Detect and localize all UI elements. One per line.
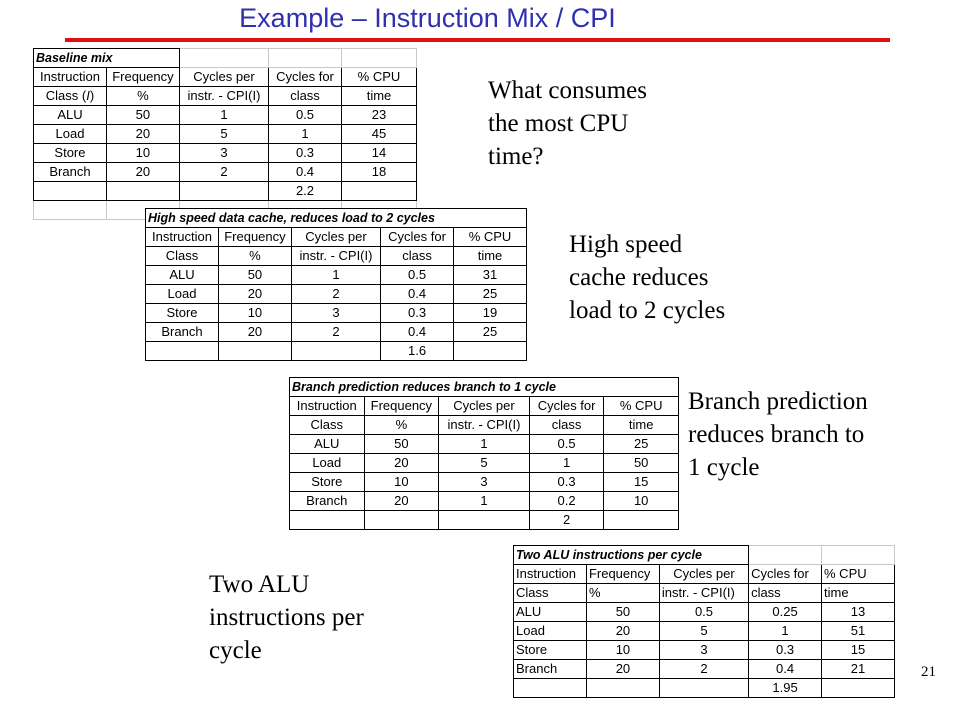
table-cell: 15 [604, 473, 679, 492]
table-cell: ALU [34, 106, 107, 125]
table-cell: 5 [179, 125, 268, 144]
header-cell: Class [290, 416, 365, 435]
header-cell: % [586, 584, 659, 603]
header-cell: % CPU [604, 397, 679, 416]
table-row [146, 304, 527, 323]
table-cell: 10 [364, 473, 439, 492]
table-cell: 2 [291, 323, 380, 342]
header-cell: instr. - CPI(I) [659, 584, 748, 603]
branch-prediction-table [289, 377, 679, 530]
header-cell: instr. - CPI(I) [179, 87, 268, 106]
header-cell: Instruction [290, 397, 365, 416]
header-cell: Instruction [514, 565, 587, 584]
table-cell: 0.5 [659, 603, 748, 622]
header-cell: class [381, 247, 454, 266]
table-cell: 51 [822, 622, 895, 641]
header-cell: Class (I) [34, 87, 107, 106]
table-cell: 19 [454, 304, 527, 323]
table-cell: 20 [364, 492, 439, 511]
header-cell: Cycles per [439, 397, 530, 416]
header-cell: % [364, 416, 439, 435]
table-cell: 0.4 [381, 323, 454, 342]
table-caption: Two ALU instructions per cycle [514, 546, 749, 565]
table-cell: 20 [586, 622, 659, 641]
table-row [514, 603, 895, 622]
table-cell: 0.5 [529, 435, 604, 454]
table-cell: ALU [290, 435, 365, 454]
header-cell: time [604, 416, 679, 435]
table-cell: 3 [439, 473, 530, 492]
title-underline [65, 38, 890, 42]
header-cell: Frequency [364, 397, 439, 416]
table-cell: ALU [146, 266, 219, 285]
table-cell: 1 [291, 266, 380, 285]
header-cell: Cycles for [529, 397, 604, 416]
header-cell: Cycles for [749, 565, 822, 584]
header-cell: time [454, 247, 527, 266]
header-cell: Instruction [146, 228, 219, 247]
table-cell: Branch [290, 492, 365, 511]
table-header-row [146, 247, 527, 266]
table-total-row [514, 679, 895, 698]
table-total-row [146, 342, 527, 361]
table-cell: 2 [291, 285, 380, 304]
table-cell: Store [34, 144, 107, 163]
header-cell: Cycles per [659, 565, 748, 584]
table-cell: 1 [179, 106, 268, 125]
header-cell: Frequency [106, 68, 179, 87]
table-cell: 21 [822, 660, 895, 679]
table-cell: 10 [586, 641, 659, 660]
table-row [34, 163, 417, 182]
table-caption: Baseline mix [34, 49, 180, 68]
table-cell: 50 [586, 603, 659, 622]
table-cell: Store [514, 641, 587, 660]
table-header-row [34, 87, 417, 106]
table-row [146, 323, 527, 342]
table-row [34, 144, 417, 163]
header-cell: Class [514, 584, 587, 603]
header-cell: Cycles for [381, 228, 454, 247]
table-cell: 0.3 [529, 473, 604, 492]
table-cell: 2 [179, 163, 268, 182]
table-cell: 25 [604, 435, 679, 454]
header-cell: class [749, 584, 822, 603]
table-cell: 3 [659, 641, 748, 660]
header-cell: Cycles per [179, 68, 268, 87]
table-cell: 1 [529, 454, 604, 473]
header-cell: % CPU [822, 565, 895, 584]
table-cell: 1 [269, 125, 342, 144]
header-cell: time [341, 87, 416, 106]
header-cell: Class [146, 247, 219, 266]
table-cell: 25 [454, 285, 527, 304]
cpi-total: 1.95 [749, 679, 822, 698]
table-cell: Store [290, 473, 365, 492]
table-cell: 0.3 [269, 144, 342, 163]
table-row [34, 125, 417, 144]
table-cell: 5 [439, 454, 530, 473]
table-row [146, 266, 527, 285]
header-cell: instr. - CPI(I) [439, 416, 530, 435]
two-alu-table [513, 545, 895, 698]
table-cell: Store [146, 304, 219, 323]
table-row [290, 454, 679, 473]
table-cell: Load [34, 125, 107, 144]
cpi-total: 1.6 [381, 342, 454, 361]
table-cell: 0.4 [381, 285, 454, 304]
table-cell: 1 [749, 622, 822, 641]
table-cell: 15 [822, 641, 895, 660]
table-total-row [290, 511, 679, 530]
table-header-row [290, 397, 679, 416]
table-header-row [514, 584, 895, 603]
table-row [290, 492, 679, 511]
table-cell: 20 [106, 163, 179, 182]
table-row [514, 660, 895, 679]
header-cell: % CPU [454, 228, 527, 247]
table-cell: 50 [106, 106, 179, 125]
baseline-mix-table [33, 48, 417, 220]
table-cell: 0.5 [381, 266, 454, 285]
table-cell: Branch [514, 660, 587, 679]
table-cell: 0.4 [269, 163, 342, 182]
table-cell: 1 [439, 492, 530, 511]
table-cell: 20 [218, 323, 291, 342]
table-row [514, 622, 895, 641]
table-total-row [34, 182, 417, 201]
table-row [514, 641, 895, 660]
table-cell: 1 [439, 435, 530, 454]
header-cell: Instruction [34, 68, 107, 87]
table-header-row [514, 565, 895, 584]
table-cell: 0.25 [749, 603, 822, 622]
header-cell: Frequency [218, 228, 291, 247]
table-cell: 18 [341, 163, 416, 182]
high-speed-cache-table [145, 208, 527, 361]
table-cell: 13 [822, 603, 895, 622]
cpi-total: 2.2 [269, 182, 342, 201]
table-cell: Load [514, 622, 587, 641]
note-high-speed-cache: High speed cache reduces load to 2 cycles [569, 231, 726, 324]
table-cell: 20 [364, 454, 439, 473]
table-cell: 20 [218, 285, 291, 304]
header-cell: class [269, 87, 342, 106]
table-header-row [290, 416, 679, 435]
table-cell: 0.2 [529, 492, 604, 511]
table-cell: 20 [106, 125, 179, 144]
table-cell: 23 [341, 106, 416, 125]
table-cell: 2 [659, 660, 748, 679]
table-cell: 50 [218, 266, 291, 285]
table-cell: Load [290, 454, 365, 473]
note-two-alu: Two ALU instructions per cycle [209, 571, 364, 664]
header-cell: instr. - CPI(I) [291, 247, 380, 266]
table-header-row [34, 68, 417, 87]
header-cell: % [106, 87, 179, 106]
note-branch-prediction: Branch prediction reduces branch to 1 cycle [688, 388, 868, 481]
table-cell: 0.4 [749, 660, 822, 679]
table-cell: 0.3 [381, 304, 454, 323]
table-cell: 20 [586, 660, 659, 679]
table-cell: 14 [341, 144, 416, 163]
table-cell: 25 [454, 323, 527, 342]
table-header-row [146, 228, 527, 247]
table-cell: 50 [604, 454, 679, 473]
table-cell: 3 [291, 304, 380, 323]
table-cell: 0.3 [749, 641, 822, 660]
table-row [290, 473, 679, 492]
table-caption: Branch prediction reduces branch to 1 cycle [290, 378, 679, 397]
page-number: 21 [921, 664, 936, 680]
table-cell: 5 [659, 622, 748, 641]
header-cell: % CPU [341, 68, 416, 87]
table-cell: ALU [514, 603, 587, 622]
table-cell: Branch [34, 163, 107, 182]
table-cell: 31 [454, 266, 527, 285]
table-cell: 10 [106, 144, 179, 163]
header-cell: Cycles for [269, 68, 342, 87]
table-cell: 10 [604, 492, 679, 511]
header-cell: Cycles per [291, 228, 380, 247]
note-most-cpu-time: What consumes the most CPU time? [488, 77, 647, 170]
table-cell: 50 [364, 435, 439, 454]
table-row [146, 285, 527, 304]
table-cell: Load [146, 285, 219, 304]
header-cell: class [529, 416, 604, 435]
header-cell: % [218, 247, 291, 266]
table-cell: 3 [179, 144, 268, 163]
table-cell: Branch [146, 323, 219, 342]
table-cell: 0.5 [269, 106, 342, 125]
table-row [290, 435, 679, 454]
header-cell: time [822, 584, 895, 603]
table-cell: 45 [341, 125, 416, 144]
table-row [34, 106, 417, 125]
slide-title: Example – Instruction Mix / CPI [239, 3, 616, 33]
table-caption: High speed data cache, reduces load to 2 cycles [146, 209, 527, 228]
cpi-total: 2 [529, 511, 604, 530]
table-cell: 10 [218, 304, 291, 323]
header-cell: Frequency [586, 565, 659, 584]
